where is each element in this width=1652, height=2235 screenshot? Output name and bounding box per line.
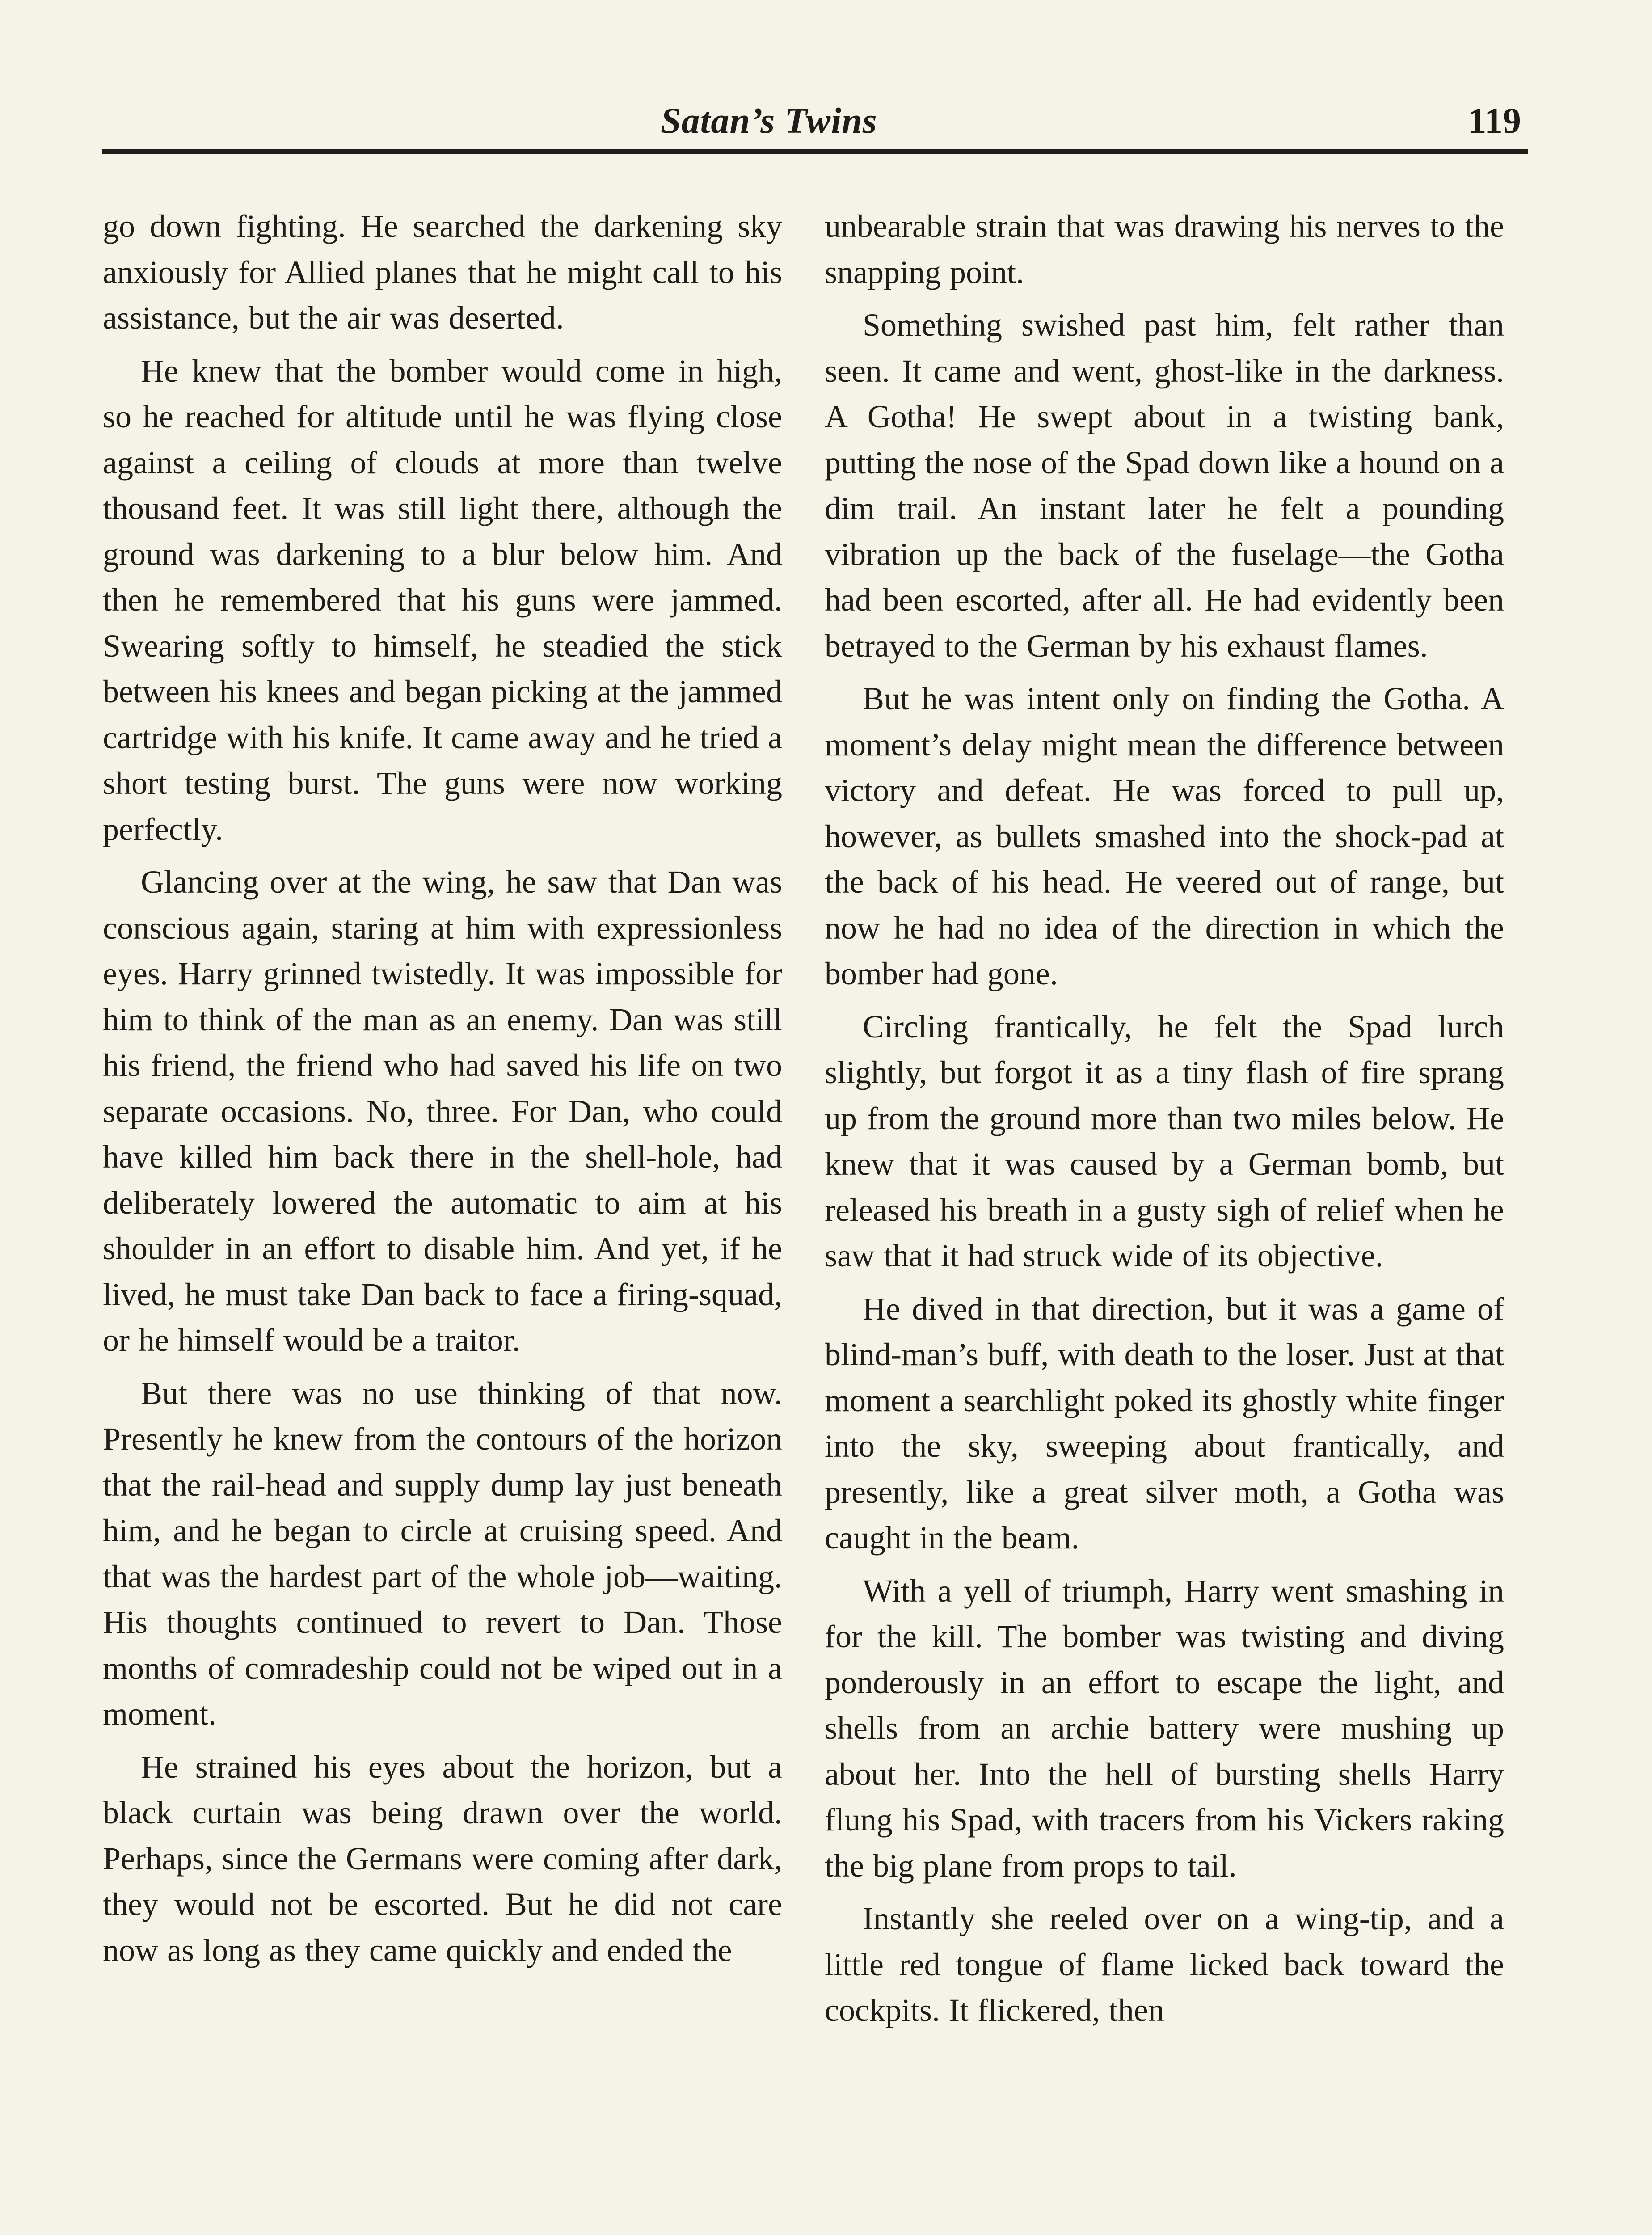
- paragraph: But there was no use thinking of that now. Presently he knew from the contours of the horizon that the rail-head and supply dump lay just beneath him, and he began to circle at cruising speed. And that was the hardest part of the whole job—waiting. His thoughts continued to revert to Dan. Those months of comradeship could not be wiped out in a moment.: [103, 1375, 782, 1732]
- paragraph: With a yell of triumph, Harry went smashing in for the kill. The bomber was twisting and diving ponderously in an effort to escape the light, and shells from an archie battery were mushing up about her. Into the hell of bursting shells Harry flung his Spad, with tracers from his Vickers raking the big plane from props to tail.: [825, 1573, 1504, 1884]
- paragraph: Glancing over at the wing, he saw that Dan was conscious again, staring at him with expressionless eyes. Harry grinned twistedly. It was impossible for him to think of the man as an enemy. Dan was still his friend, the friend who had saved his life on two separate occasions. No, three. For Dan, who could have killed him back there in the shell-hole, had deliberately lowered the automatic to aim at his shoulder in an effort to disable him. And yet, if he lived, he must take Dan back to face a firing-squad, or he himself would be a traitor.: [103, 864, 782, 1358]
- paragraph: He knew that the bomber would come in high, so he reached for altitude until he was flying close against a ceiling of clouds at more than twelve thousand feet. It was still light there, although the ground was darkening to a blur below him. And then he remembered that his guns were jammed. Swearing softly to himself, he steadied the stick between his knees and began picking at the jammed cartridge with his knife. It came away and he tried a short testing burst. The guns were now working perfectly.: [103, 353, 782, 847]
- paragraph: Instantly she reeled over on a wing-tip, and a little red tongue of flame licked back toward the cockpits. It flickered, then: [825, 1901, 1504, 2028]
- right-column: [825, 203, 1504, 2041]
- running-title: Satan’s Twins: [661, 100, 877, 141]
- left-column: [103, 203, 782, 1980]
- running-header: [102, 89, 1526, 152]
- paragraph: He dived in that direction, but it was a game of blind-man’s buff, with death to the loser. Just at that moment a searchlight poked its ghostly white finger into the sky, sweeping about frantically, and presently, like a great silver moth, a Gotha was caught in the beam.: [825, 1290, 1504, 1556]
- paragraph: go down fighting. He searched the darkening sky anxiously for Allied planes that he might call to his assistance, but the air was deserted.: [103, 208, 782, 336]
- paragraph: unbearable strain that was drawing his nerves to the snapping point.: [825, 208, 1504, 290]
- paragraph: He strained his eyes about the horizon, but a black curtain was being drawn over the world. Perhaps, since the Germans were coming after dark, they would not be escorted. But he did not care now as long as they came quickly and ended the: [103, 1749, 782, 1968]
- header-rule: [102, 149, 1528, 154]
- paragraph: But he was intent only on finding the Gotha. A moment’s delay might mean the difference between victory and defeat. He was forced to pull up, however, as bullets smashed into the shock-pad at the back of his head. He veered out of range, but now he had no idea of the direction in which the bomber had gone.: [825, 681, 1504, 991]
- page-number: 119: [1468, 100, 1521, 141]
- paragraph: Something swished past him, felt rather than seen. It came and went, ghost-like in the darkness. A Gotha! He swept about in a twisting bank, putting the nose of the Spad down like a hound on a dim trail. An instant later he felt a pounding vibration up the back of the fuselage—the Gotha had been escorted, after all. He had evidently been betrayed to the German by his exhaust flames.: [825, 307, 1504, 664]
- paragraph: Circling frantically, he felt the Spad lurch slightly, but forgot it as a tiny flash of fire sprang up from the ground more than two miles below. He knew that it was caused by a German bomb, but released his breath in a gusty sigh of relief when he saw that it had struck wide of its objective.: [825, 1008, 1504, 1274]
